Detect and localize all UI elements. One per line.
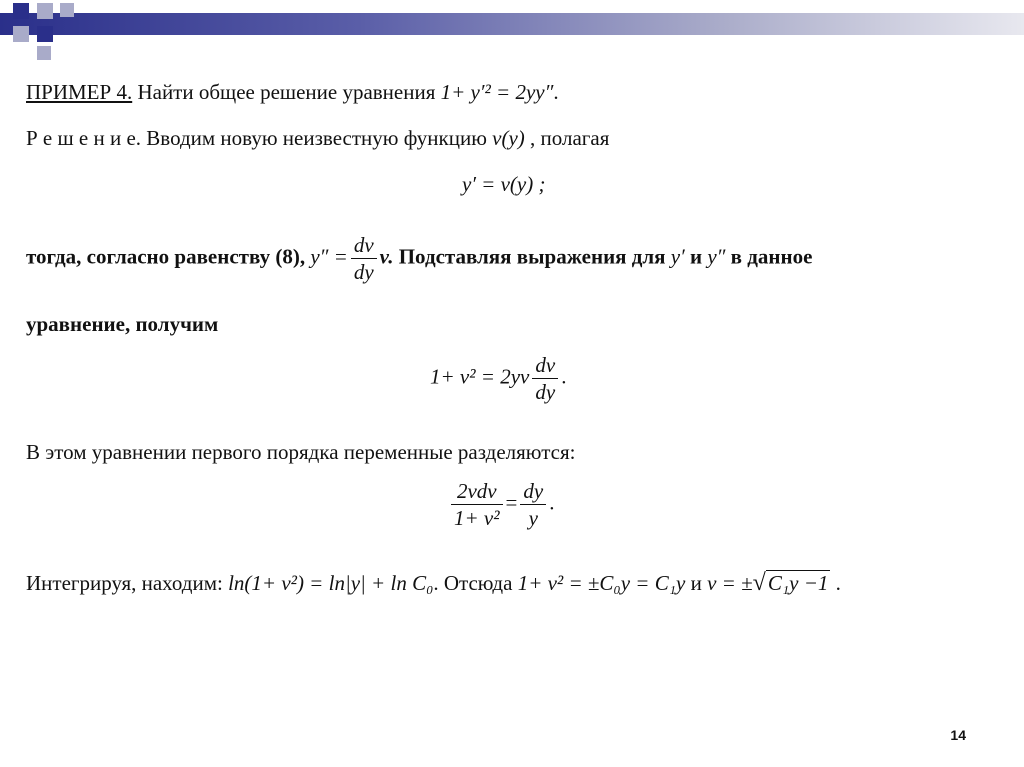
eq7-radicand: C₁y −1 <box>767 571 829 595</box>
task-equation: 1+ y′² = 2yy″ <box>440 80 554 104</box>
then-line <box>26 232 812 285</box>
then-text: тогда, согласно равенству (8), <box>26 244 306 269</box>
eq2-fraction <box>351 232 377 285</box>
equation-5: ln(1+ v²) = ln|y| + ln C₀ <box>228 571 434 595</box>
task-end: . <box>553 80 559 104</box>
y-prime: y′ <box>670 244 685 269</box>
example-line <box>26 80 559 105</box>
eq4-end: . <box>549 490 555 515</box>
subst-text: Подставляя выражения для <box>398 244 666 269</box>
eq2-denominator: dy <box>353 260 374 284</box>
decorative-square <box>37 46 51 60</box>
eq4-denominator: 1+ v² <box>454 506 500 530</box>
eq3-end: . <box>561 364 567 389</box>
eq4-numerator-2: dy <box>520 478 546 505</box>
equation-text: уравнение, получим <box>26 312 219 336</box>
solution-label: Р е ш е н и е. <box>26 126 142 150</box>
eq4-numerator: 2vdv <box>451 478 503 505</box>
example-title: ПРИМЕР 4. <box>26 80 133 104</box>
eq3-fraction <box>532 352 558 405</box>
equation-1: y′ = v(y) ; <box>462 172 546 196</box>
eq4-fraction-right <box>520 478 546 531</box>
integrate-line <box>26 570 841 597</box>
equation-4 <box>448 478 554 531</box>
eq3-lhs: 1+ v² = 2yv <box>430 364 530 389</box>
equation-3 <box>430 352 566 405</box>
and-text: и <box>689 244 703 269</box>
eq2-numerator: dv <box>351 232 377 259</box>
solution-line <box>26 126 609 151</box>
task-text: Найти общее решение уравнения <box>137 80 436 104</box>
eq3-numerator: dv <box>532 352 558 379</box>
in-text: в данное <box>730 244 813 269</box>
sqrt-sign: √ <box>752 570 766 596</box>
eq7-lhs: v = ± <box>707 571 753 595</box>
function-vy: v(y) <box>492 126 525 150</box>
and-text-2: и <box>690 571 702 595</box>
decorative-square <box>37 3 53 19</box>
eq3-denominator: dy <box>535 380 556 404</box>
solution-text: Вводим новую неизвестную функцию <box>146 126 487 150</box>
integr-text: Интегрируя, находим: <box>26 571 223 595</box>
eq4-equals: = <box>505 490 518 515</box>
eq2-lhs: y″ = <box>310 244 348 269</box>
decorative-square <box>60 3 74 17</box>
equation-6: 1+ v² = ±C₀y = C₁y <box>517 571 686 595</box>
decorative-square <box>37 26 53 42</box>
decorative-square <box>13 26 29 42</box>
solution-end: , полагая <box>530 126 610 150</box>
eq4-fraction-left <box>451 478 503 531</box>
separ-text: В этом уравнении первого порядка переменные разделяются: <box>26 440 576 464</box>
hence-text: . Отсюда <box>433 571 513 595</box>
page-number: 14 <box>950 727 966 743</box>
y-double-prime: y″ <box>707 244 726 269</box>
eq2-v: v. <box>379 244 394 269</box>
eq4-denominator-2: y <box>528 506 538 530</box>
decorative-square <box>13 3 29 19</box>
title-bar-gradient <box>0 13 1024 35</box>
eq7-end: . <box>835 571 841 595</box>
